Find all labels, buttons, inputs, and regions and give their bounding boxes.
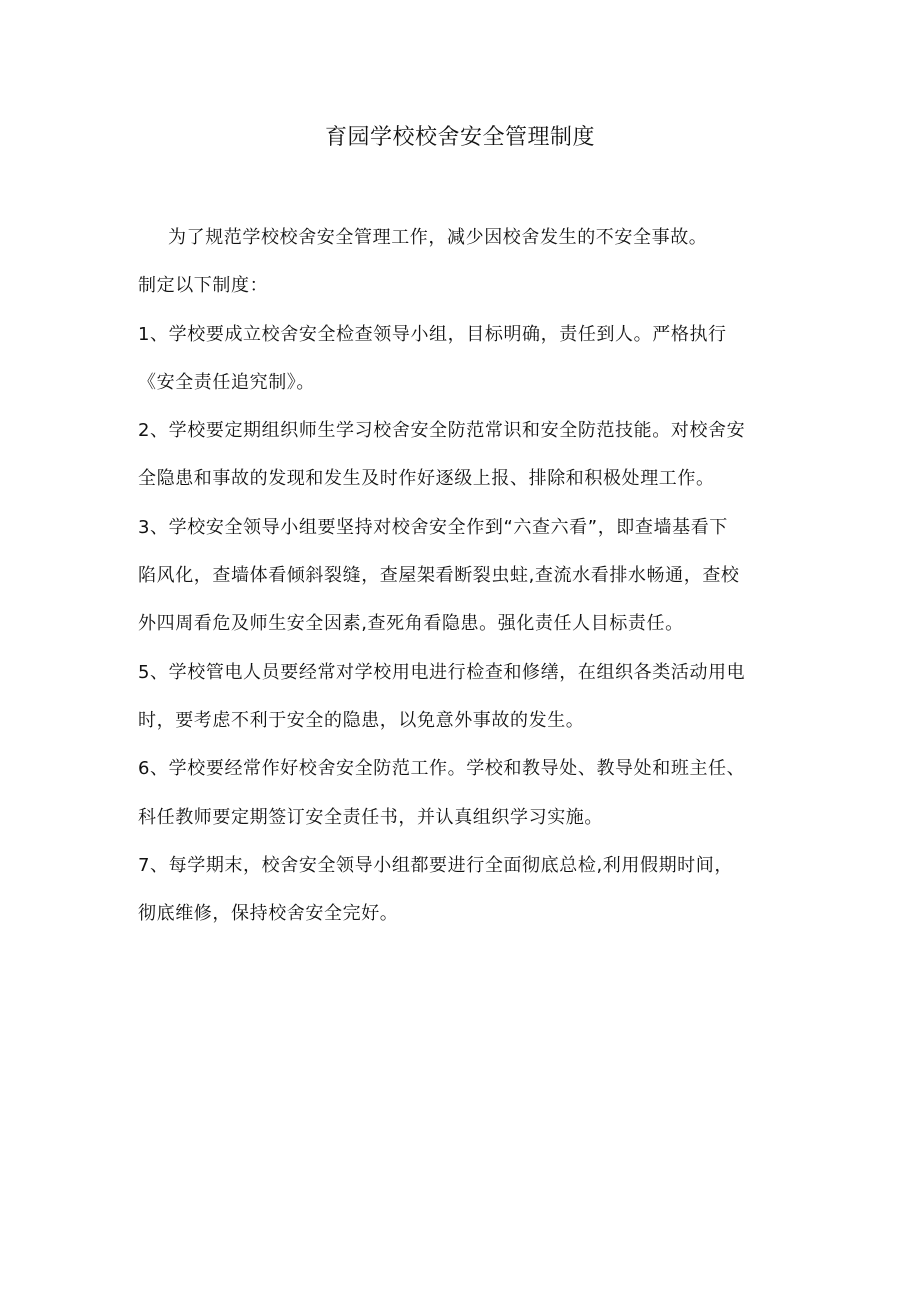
rule-6-line: 科任教师要定期签订安全责任书，并认真组织学习实施。	[138, 806, 603, 828]
rule-3-line: 3、学校安全领导小组要坚持对校舍安全作到“六查六看”，即查墙基看下	[138, 516, 728, 538]
rule-3-line: 陷风化，查墙体看倾斜裂缝，查屋架看断裂虫蛀,查流水看排水畅通，查校	[138, 565, 740, 587]
rule-7-line: 7、每学期末，校舍安全领导小组都要进行全面彻底总检,利用假期时间，	[138, 854, 733, 876]
intro-line: 为了规范学校校舍安全管理工作，减少因校舍发生的不安全事故。	[168, 227, 708, 248]
document-body	[138, 214, 818, 938]
rule-5-line: 时，要考虑不利于安全的隐患，以免意外事故的发生。	[138, 709, 585, 731]
rule-7-line: 彻底维修，保持校舍安全完好。	[138, 903, 399, 925]
rule-2-line: 全隐患和事故的发现和发生及时作好逐级上报、排除和积极处理工作。	[138, 468, 715, 490]
rule-3-line: 外四周看危及师生安全因素,查死角看隐患。强化责任人目标责任。	[138, 613, 684, 635]
intro-line: 制定以下制度：	[138, 275, 269, 297]
rule-2-line: 2、学校要定期组织师生学习校舍安全防范常识和安全防范技能。对校舍安	[138, 420, 746, 442]
rule-1-line: 《安全责任追究制》。	[138, 371, 315, 393]
rule-6-line: 6、学校要经常作好校舍安全防范工作。学校和教导处、教导处和班主任、	[138, 758, 746, 780]
rule-5-line: 5、学校管电人员要经常对学校用电进行检查和修缮，在组织各类活动用电	[138, 661, 746, 683]
rule-1-line: 1、学校要成立校舍安全检查领导小组，目标明确，责任到人。严格执行	[138, 323, 727, 345]
document-title: 育园学校校舍安全管理制度	[324, 125, 595, 150]
